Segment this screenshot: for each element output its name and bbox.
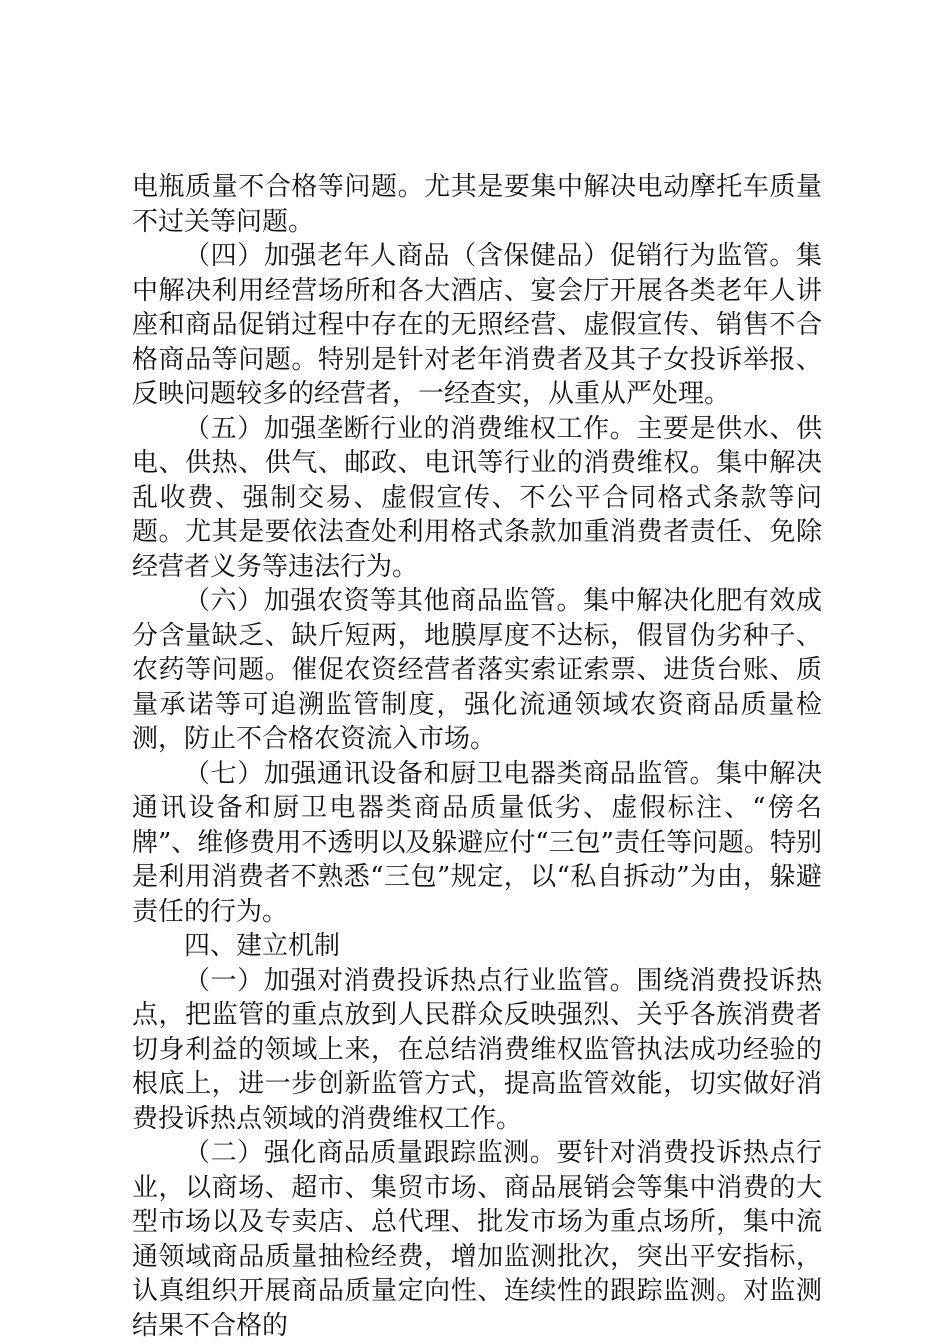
- paragraph-item-1: （一）加强对消费投诉热点行业监管。围绕消费投诉热点，把监管的重点放到人民群众反映强烈、关乎各族消费者切身利益的领域上来，在总结消费维权监管执法成功经验的根底上，进一步创新监管方式，提高监管效能，切实做好消费投诉热点领域的消费维权工作。: [132, 965, 822, 1134]
- paragraph-continuation: 电瓶质量不合格等问题。尤其是要集中解决电动摩托车质量不过关等问题。: [132, 172, 822, 237]
- paragraph-item-4: （四）加强老年人商品（含保健品）促销行为监管。集中解决利用经营场所和各大酒店、宴会厅开展各类老年人讲座和商品促销过程中存在的无照经营、虚假宣传、销售不合格商品等问题。特别是针对老年消费者及其子女投诉举报、反映问题较多的经营者，一经查实，从重从严处理。: [132, 241, 822, 409]
- paragraph-item-6: （六）加强农资等其他商品监管。集中解决化肥有效成分含量缺乏、缺斤短两，地膜厚度不达标，假冒伪劣种子、农药等问题。催促农资经营者落实索证索票、进货台账、质量承诺等可追溯监管制度，强化流通领域农资商品质量检测，防止不合格农资流入市场。: [132, 586, 822, 754]
- paragraph-item-5: （五）加强垄断行业的消费维权工作。主要是供水、供电、供热、供气、邮政、电讯等行业的消费维权。集中解决乱收费、强制交易、虚假宣传、不公平合同格式条款等问题。尤其是要依法查处利用格式条款加重消费者责任、免除经营者义务等违法行为。: [132, 413, 822, 582]
- paragraph-item-7: （七）加强通讯设备和厨卫电器类商品监管。集中解决通讯设备和厨卫电器类商品质量低劣、虚假标注、“傍名牌”、维修费用不透明以及躲避应付“三包”责任等问题。特别是利用消费者不熟悉“三包”规定，以“私自拆动”为由，躲避责任的行为。: [132, 758, 822, 927]
- section-heading: 四、建立机制: [184, 931, 341, 961]
- document-body: [132, 170, 822, 1343]
- paragraph-item-2: （二）强化商品质量跟踪监测。要针对消费投诉热点行业，以商场、超市、集贸市场、商品展销会等集中消费的大型市场以及专卖店、总代理、批发市场为重点场所，集中流通领域商品质量抽检经费，增加监测批次，突出平安指标，认真组织开展商品质量定向性、连续性的跟踪监测。对监测结果不合格的: [132, 1138, 822, 1341]
